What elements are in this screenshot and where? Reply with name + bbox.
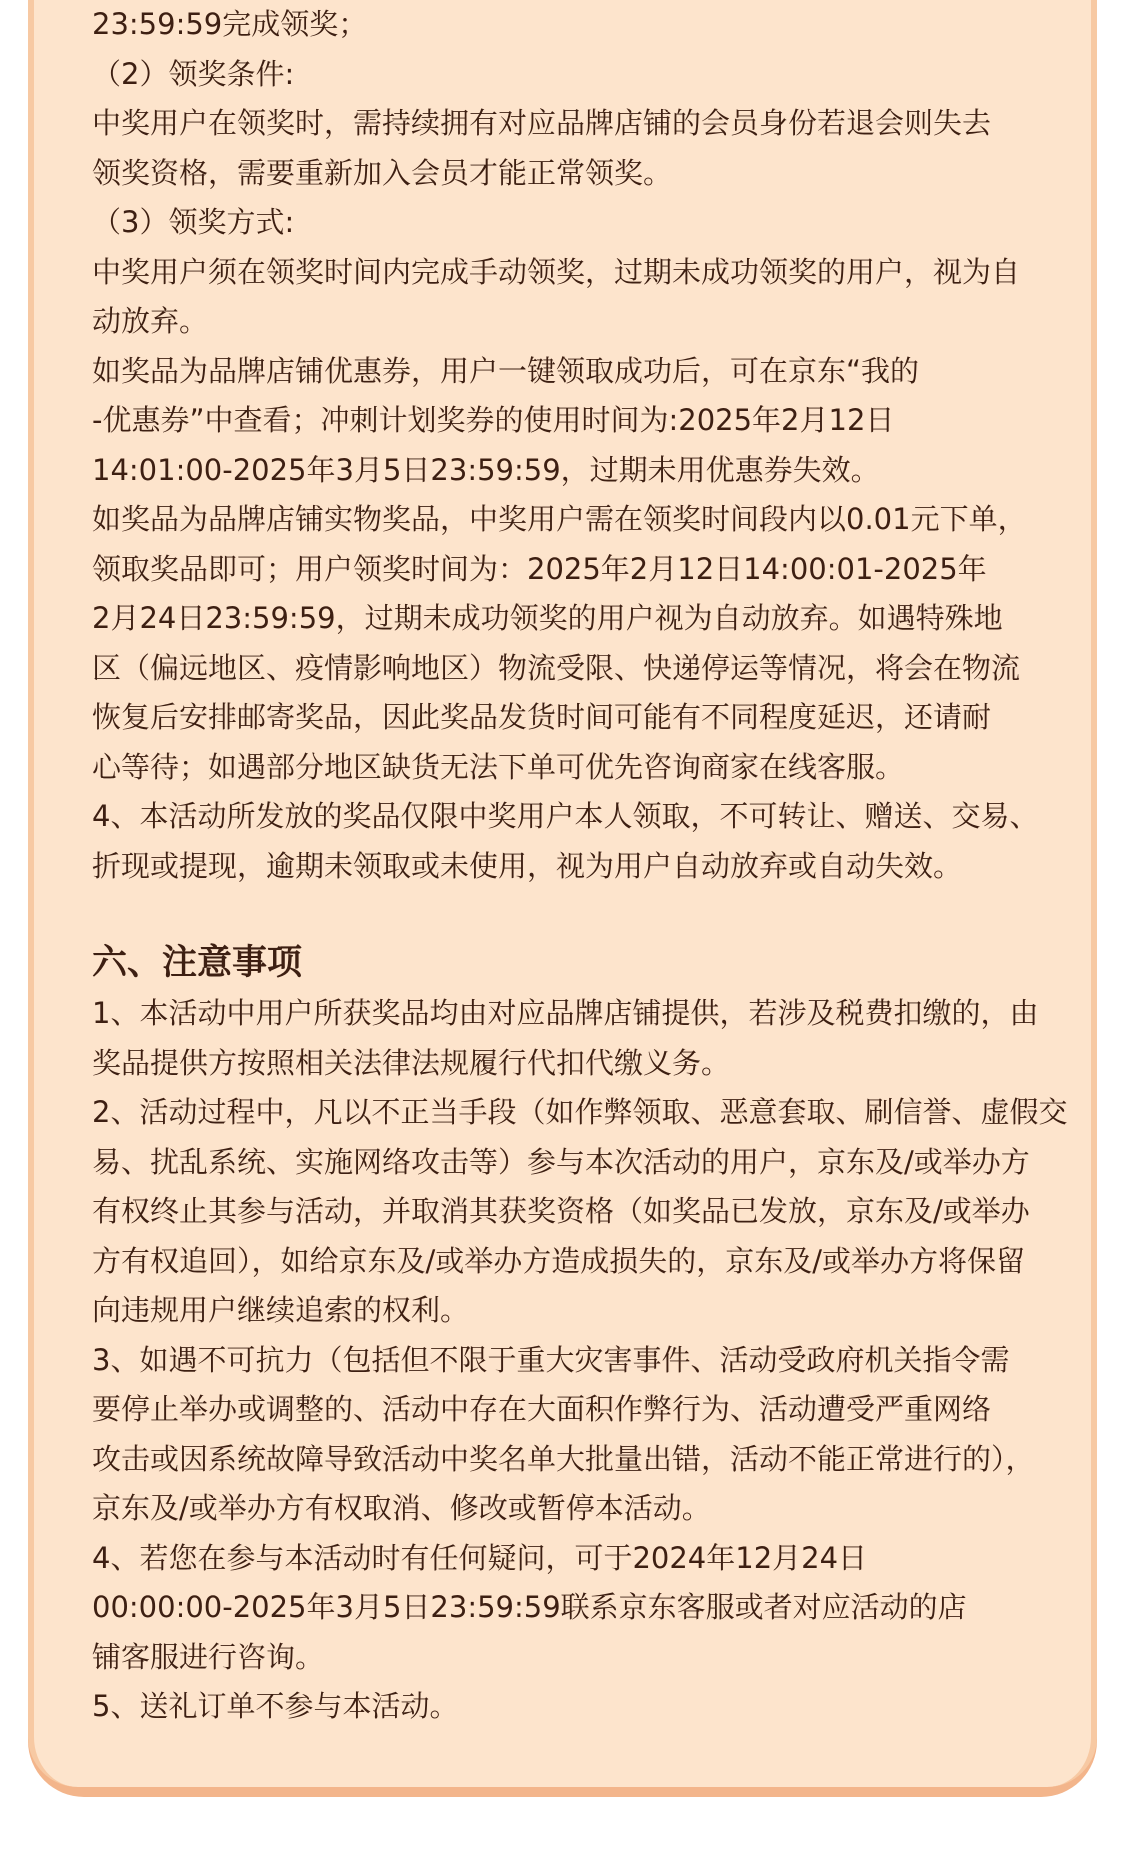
text-line: 00:00:00-2025年3月5日23:59:59联系京东客服或者对应活动的店 bbox=[92, 1590, 967, 1624]
text-line: （3）领奖方式: bbox=[92, 205, 295, 239]
text-line: 中奖用户在领奖时，需持续拥有对应品牌店铺的会员身份若退会则失去 bbox=[92, 106, 992, 140]
text-line: 向违规用户继续追索的权利。 bbox=[92, 1293, 470, 1327]
text-line: 23:59:59完成领奖； bbox=[92, 7, 368, 41]
text-line: 3、如遇不可抗力（包括但不限于重大灾害事件、活动受政府机关指令需 bbox=[92, 1342, 1010, 1377]
text-line: 动放弃。 bbox=[92, 304, 209, 338]
section-6 bbox=[92, 937, 1068, 1732]
text-line: 如奖品为品牌店铺优惠券，用户一键领取成功后，可在京东“我的 bbox=[92, 353, 920, 388]
text-line: 2、活动过程中，凡以不正当手段（如作弊领取、恶意套取、刷信誉、虚假交 bbox=[92, 1095, 1068, 1129]
text-line: 中奖用户须在领奖时间内完成手动领奖，过期未成功领奖的用户，视为自 bbox=[92, 254, 1021, 289]
section-5-continued bbox=[92, 0, 1047, 891]
text-line: 4、本活动所发放的奖品仅限中奖用户本人领取，不可转让、赠送、交易、 bbox=[92, 799, 1039, 833]
text-line: 4、若您在参与本活动时有任何疑问，可于2024年12月24日 bbox=[92, 1540, 868, 1575]
text-line: 易、扰乱系统、实施网络攻击等）参与本次活动的用户，京东及/或举办方 bbox=[92, 1144, 1030, 1179]
text-line: 恢复后安排邮寄奖品，因此奖品发货时间可能有不同程度延迟，还请耐 bbox=[92, 700, 992, 734]
rules-content bbox=[92, 0, 1068, 1732]
section-gap bbox=[92, 891, 1047, 937]
text-line: （2）领奖条件: bbox=[92, 56, 295, 91]
text-line: 2月24日23:59:59，过期未成功领奖的用户视为自动放弃。如遇特殊地 bbox=[92, 601, 1003, 635]
text-line: 奖品提供方按照相关法律法规履行代扣代缴义务。 bbox=[92, 1045, 731, 1080]
text-line: 区（偏远地区、疫情影响地区）物流受限、快递停运等情况，将会在物流 bbox=[92, 650, 1021, 685]
text-line: 京东及/或举办方有权取消、修改或暂停本活动。 bbox=[92, 1491, 711, 1525]
text-line: 5、送礼订单不参与本活动。 bbox=[92, 1689, 459, 1723]
text-line: 折现或提现，逾期未领取或未使用，视为用户自动放弃或自动失效。 bbox=[92, 848, 963, 883]
text-line: 领取奖品即可；用户领奖时间为：2025年2月12日14:00:01-2025年 bbox=[92, 551, 987, 586]
text-line: 铺客服进行咨询。 bbox=[92, 1639, 325, 1674]
text-line: 要停止举办或调整的、活动中存在大面积作弊行为、活动遭受严重网络 bbox=[92, 1392, 992, 1426]
text-line: 14:01:00-2025年3月5日23:59:59，过期未用优惠券失效。 bbox=[92, 452, 880, 487]
text-line: 攻击或因系统故障导致活动中奖名单大批量出错，活动不能正常进行的）， bbox=[92, 1441, 1035, 1476]
section-6-title: 六、注意事项 bbox=[92, 943, 303, 983]
text-line: 1、本活动中用户所获奖品均由对应品牌店铺提供，若涉及税费扣缴的，由 bbox=[92, 996, 1039, 1030]
text-line: 心等待；如遇部分地区缺货无法下单可优先咨询商家在线客服。 bbox=[92, 749, 905, 784]
text-line: -优惠券”中查看；冲刺计划奖券的使用时间为:2025年2月12日 bbox=[92, 403, 895, 437]
text-line: 方有权追回），如给京东及/或举办方造成损失的，京东及/或举办方将保留 bbox=[92, 1243, 1026, 1278]
text-line: 领奖资格，需要重新加入会员才能正常领奖。 bbox=[92, 155, 673, 190]
text-line: 有权终止其参与活动，并取消其获奖资格（如奖品已发放，京东及/或举办 bbox=[92, 1194, 1030, 1228]
text-line: 如奖品为品牌店铺实物奖品，中奖用户需在领奖时间段内以0.01元下单， bbox=[92, 502, 1027, 536]
